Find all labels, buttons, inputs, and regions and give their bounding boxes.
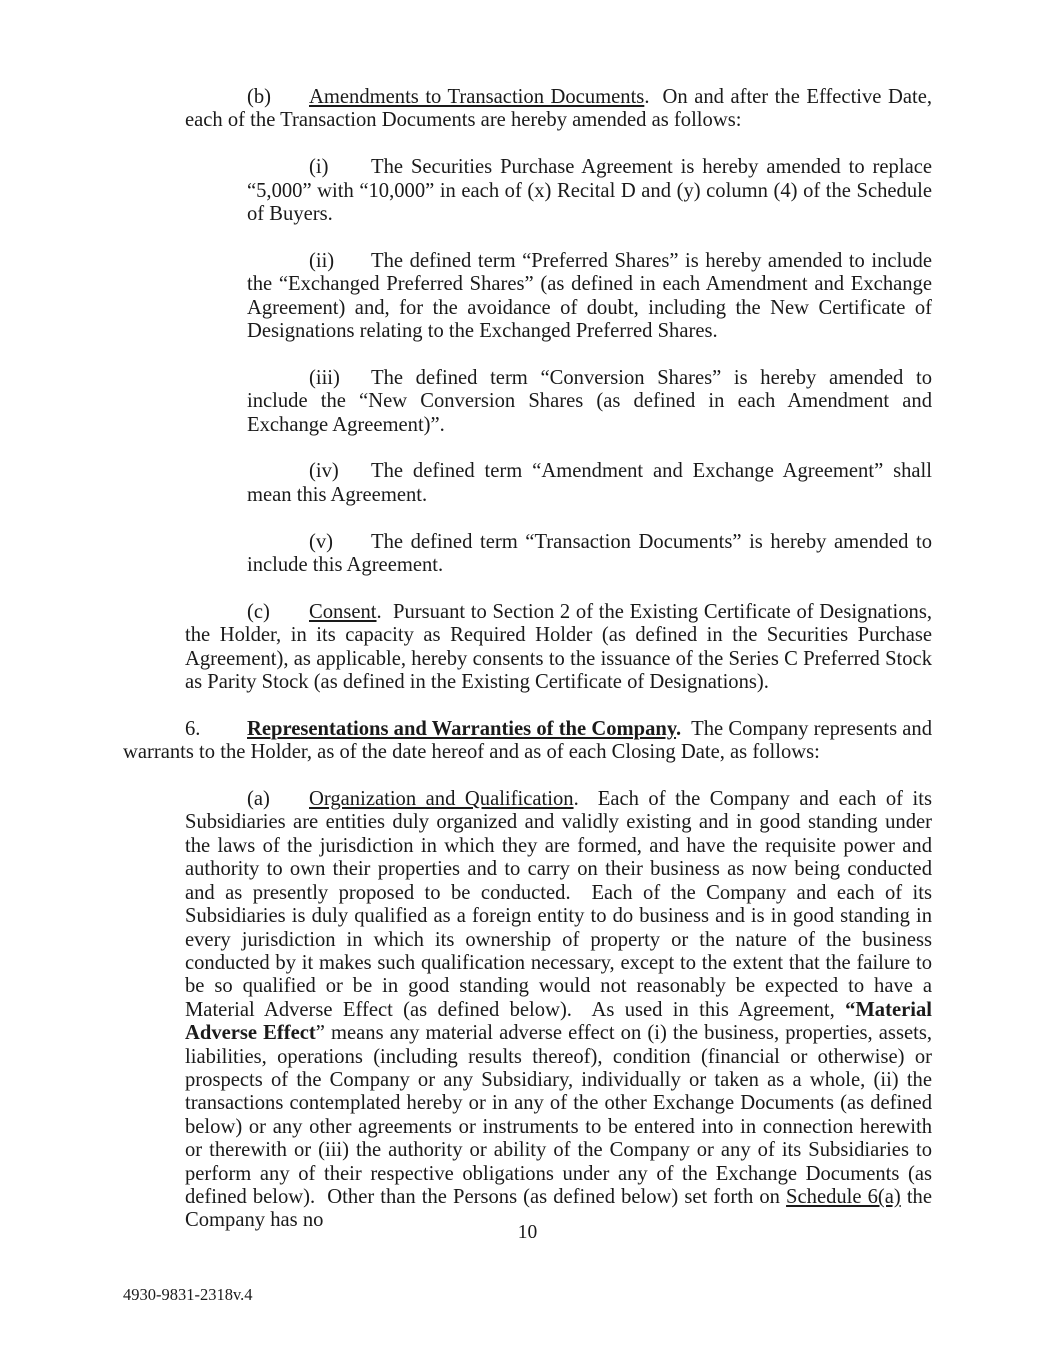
paragraph-c-label: (c) (247, 600, 270, 623)
paragraph-a-label: (a) (247, 788, 270, 811)
paragraph-b-iv-label: (iv) (309, 460, 339, 483)
paragraph-a (185, 788, 932, 1233)
paragraph-c-heading: Consent (309, 600, 377, 623)
document-id-footer: 4930-9831-2318v.4 (123, 1285, 253, 1304)
paragraph-c-text: . Pursuant to Section 2 of the Existing Certificate of Designations, the Holder, in its capacity as Required Holder (as defined in the Securities Purchase Agreement), as applicable, hereby consents to the issuance of the Series C Preferred Stock as Parity Stock (as defined in the Existing Certificate of Designations). (185, 600, 932, 694)
schedule-6a-reference: Schedule 6(a) (786, 1185, 901, 1208)
section-6-heading: Representations and Warranties of the Company (247, 717, 677, 740)
section-6-text: The Company represents and warrants to the Holder, as of the date hereof and as of each Closing Date, as follows: (123, 717, 932, 764)
section-6-label: 6. (185, 717, 201, 740)
document-body (123, 86, 932, 1233)
paragraph-b-i-label: (i) (309, 156, 329, 179)
paragraph-a-body1: . Each of the Company and each of its Subsidiaries are entities duly organized and validly existing and in good standing under the laws of the jurisdiction in which they are formed, and have the requisite power and authority to own their properties and to carry on their business as now being conducted and as presently proposed to be conducted. Each of the Company and each of its Subsidiaries is duly qualified as a foreign entity to do business and is in good standing in every jurisdiction in which its ownership of property or the nature of the business conducted by it makes such qualification necessary, except to the extent that the failure to be so qualified or be in good standing would not reasonably be expected to have a Material Adverse Effect (as defined below). As used in this Agreement, (185, 788, 932, 1021)
paragraph-b-iii (247, 367, 932, 437)
section-6-heading-period: . (676, 717, 682, 740)
paragraph-b-ii (247, 250, 932, 344)
paragraph-b-ii-text: The defined term “Preferred Shares” is hereby amended to include the “Exchanged Preferred Shares” (as defined in each Amendment and Exchange Agreement) and, for the avoidance of doubt, including the New Certificate of Designations relating to the Exchanged Preferred Shares. (247, 249, 932, 343)
page-number: 10 (517, 1222, 538, 1243)
paragraph-b (185, 86, 932, 133)
paragraph-b-ii-label: (ii) (309, 249, 335, 272)
paragraph-b-iii-text: The defined term “Conversion Shares” is hereby amended to include the “New Conversion Shares (as defined in each Amendment and Exchange Agreement)”. (247, 366, 932, 436)
paragraph-b-text: . On and after the Effective Date, each of the Transaction Documents are hereby amended as follows: (185, 86, 932, 132)
paragraph-b-i (247, 156, 932, 226)
paragraph-a-body3: the Company has no (185, 1185, 932, 1232)
paragraph-c (185, 601, 932, 695)
paragraph-b-v-text: The defined term “Transaction Documents” is hereby amended to include this Agreement. (247, 530, 932, 577)
paragraph-b-iii-label: (iii) (309, 366, 340, 389)
paragraph-b-label: (b) (247, 86, 272, 108)
paragraph-section-6 (123, 718, 932, 765)
paragraph-b-iv-text: The defined term “Amendment and Exchange Agreement” shall mean this Agreement. (247, 460, 932, 506)
paragraph-b-iv (247, 460, 932, 507)
paragraph-a-heading: Organization and Qualification (309, 788, 574, 811)
paragraph-a-body2: ” means any material adverse effect on (i) the business, properties, assets, liabilities, operations (including results thereof), condition (financial or otherwise) or prospects of the Company or any Subsidiary, individually or taken as a whole, (ii) the transactions contemplated hereby or in any of the other Exchange Documents (as defined below) or any other agreements or instruments to be entered into in connection herewith or therewith or (iii) the authority or ability of the Company or any of its Subsidiaries to perform any of their respective obligations under any of the Exchange Documents (as defined below). Other than the Persons (as defined below) set forth on (185, 1022, 932, 1208)
paragraph-b-v (247, 531, 932, 578)
paragraph-b-i-text: The Securities Purchase Agreement is hereby amended to replace “5,000” with “10,000” in each of (x) Recital D and (y) column (4) of the Schedule of Buyers. (247, 156, 932, 226)
paragraph-b-v-label: (v) (309, 530, 334, 553)
material-adverse-effect-term: “Material Adverse Effect (185, 998, 932, 1045)
paragraph-b-heading: Amendments to Transaction Documents (309, 86, 645, 108)
